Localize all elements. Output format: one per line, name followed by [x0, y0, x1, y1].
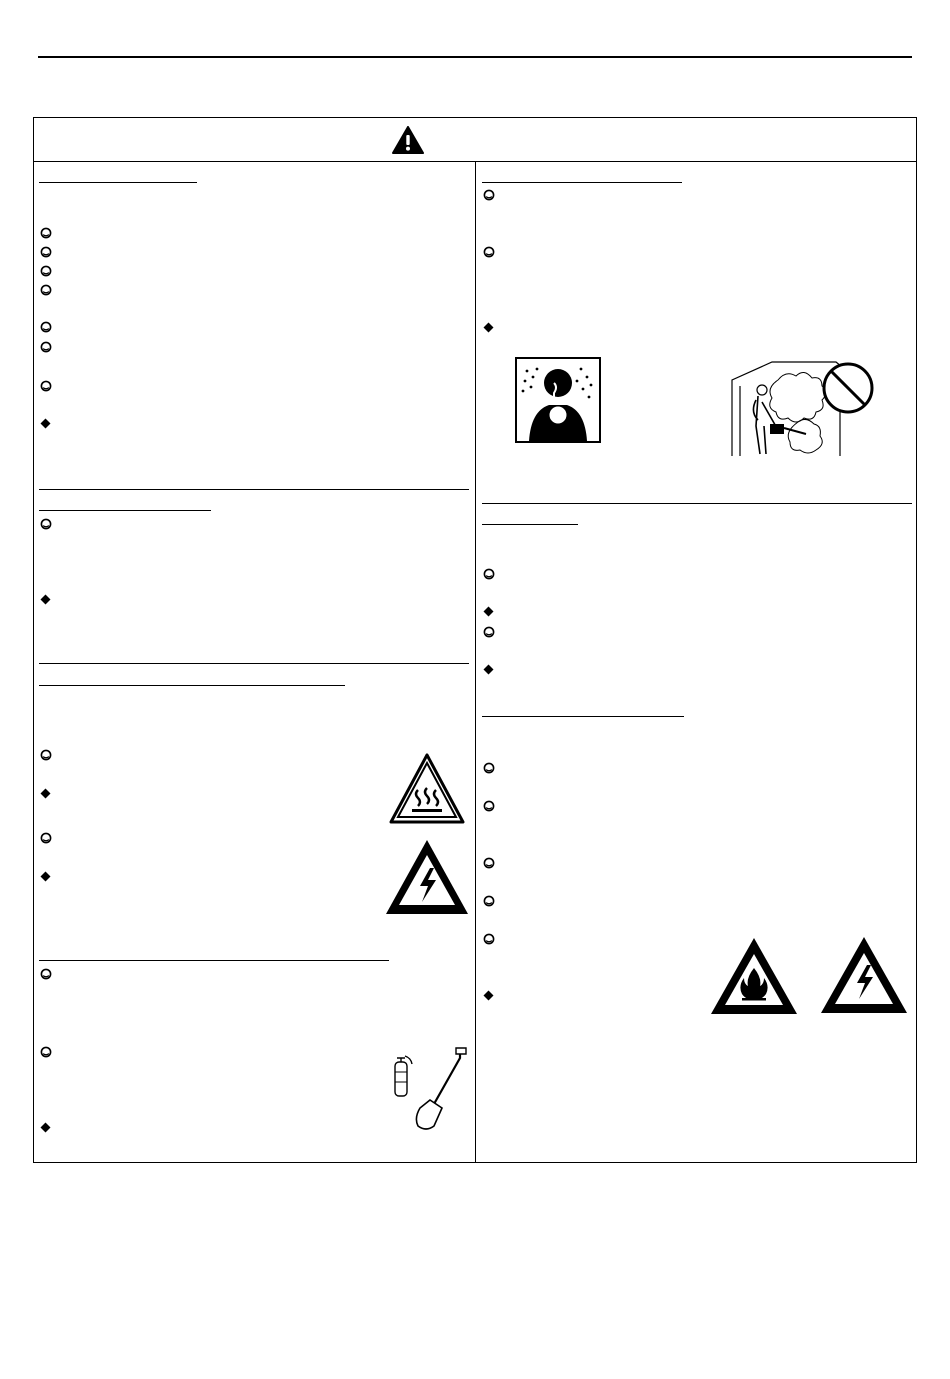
circle-bullet-icon — [40, 246, 52, 258]
flammable-icon — [709, 936, 799, 1016]
circle-bullet-icon — [40, 341, 52, 353]
section-divider — [482, 503, 912, 504]
section-title-underline — [39, 685, 345, 686]
circle-bullet-icon — [483, 857, 495, 869]
circle-bullet-icon — [40, 380, 52, 392]
column-divider — [475, 161, 476, 1163]
section-title-underline — [39, 510, 211, 511]
circle-bullet-icon — [40, 832, 52, 844]
section-title-underline — [39, 960, 389, 961]
hot-surface-icon — [388, 752, 466, 826]
exhaust-inhalation-icon — [515, 357, 601, 443]
circle-bullet-icon — [40, 749, 52, 761]
circle-bullet-icon — [40, 968, 52, 980]
circle-bullet-icon — [483, 568, 495, 580]
high-voltage-icon — [819, 935, 909, 1015]
section-divider — [39, 663, 469, 664]
diamond-bullet-icon — [40, 594, 51, 605]
circle-bullet-icon — [483, 933, 495, 945]
circle-bullet-icon — [483, 895, 495, 907]
circle-bullet-icon — [40, 1046, 52, 1058]
section-title-underline — [39, 182, 197, 183]
diamond-bullet-icon — [40, 418, 51, 429]
diamond-bullet-icon — [40, 1122, 51, 1133]
diamond-bullet-icon — [483, 322, 494, 333]
section-title-underline — [482, 716, 684, 717]
section-title-underline — [482, 524, 578, 525]
section-divider — [39, 489, 469, 490]
diamond-bullet-icon — [40, 788, 51, 799]
diamond-bullet-icon — [483, 990, 494, 1001]
high-voltage-icon — [384, 838, 470, 916]
no-indoor-use-icon — [728, 360, 878, 458]
warning-triangle-icon — [392, 126, 424, 154]
diamond-bullet-icon — [483, 606, 494, 617]
circle-bullet-icon — [40, 265, 52, 277]
diamond-bullet-icon — [40, 871, 51, 882]
circle-bullet-icon — [483, 762, 495, 774]
circle-bullet-icon — [483, 189, 495, 201]
circle-bullet-icon — [40, 518, 52, 530]
circle-bullet-icon — [483, 626, 495, 638]
circle-bullet-icon — [40, 321, 52, 333]
header-rule — [38, 56, 912, 58]
circle-bullet-icon — [40, 284, 52, 296]
circle-bullet-icon — [40, 227, 52, 239]
circle-bullet-icon — [483, 246, 495, 258]
circle-bullet-icon — [483, 800, 495, 812]
section-title-underline — [482, 182, 682, 183]
diamond-bullet-icon — [483, 664, 494, 675]
shovel-icon — [412, 1046, 470, 1132]
